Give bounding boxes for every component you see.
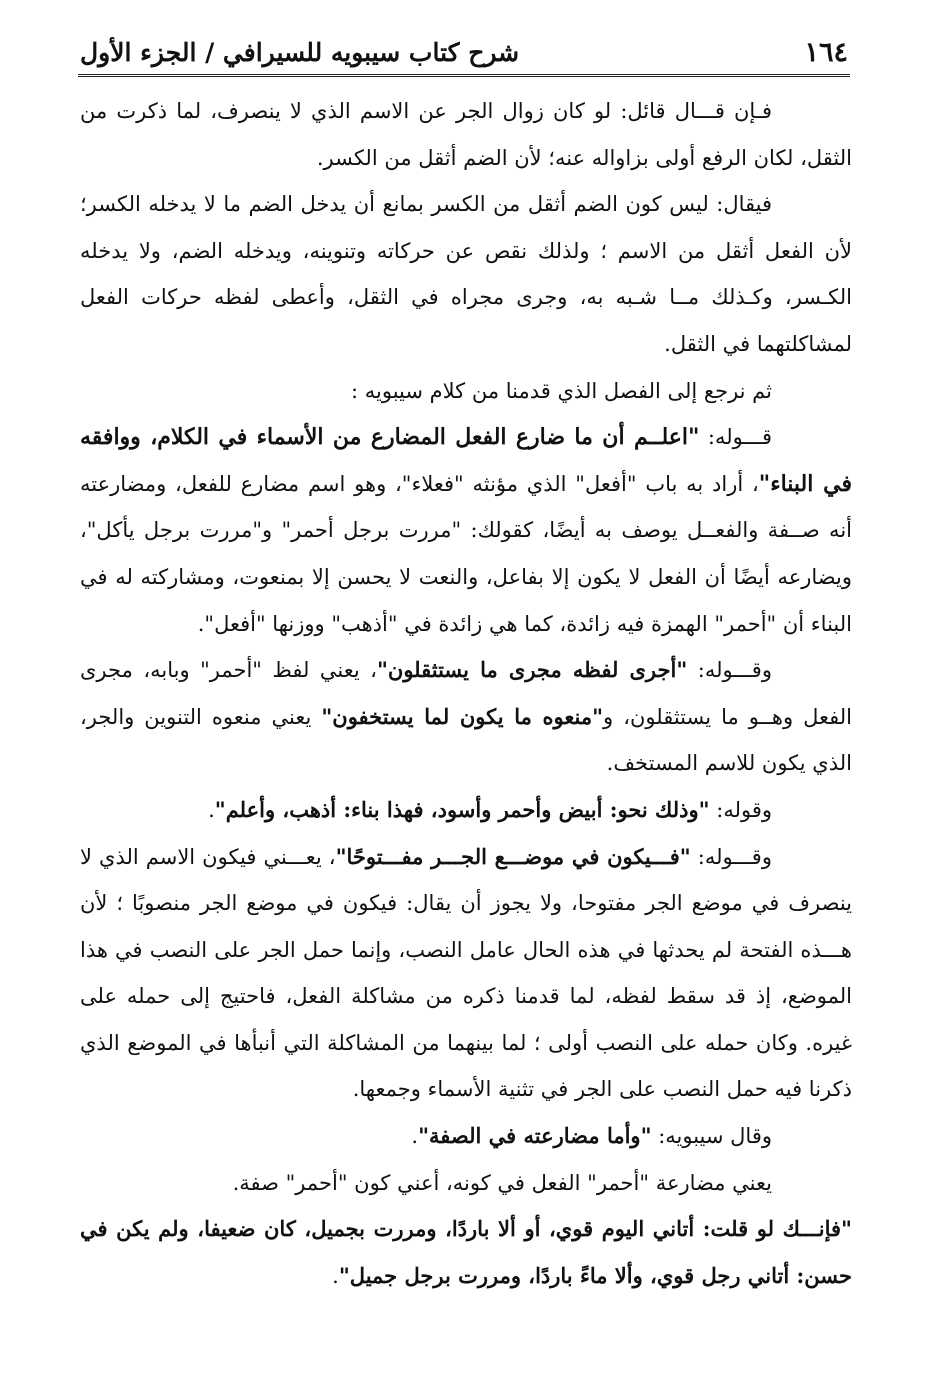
- sibawayh-quote: "وذلك نحو: أبيض وأحمر وأسود، فهذا بناء: أذهب، وأعلم": [214, 796, 710, 822]
- paragraph-quote-ajra: وقـــوله: "أجرى لفظه مجرى ما يستثقلون"، يعني لفظ "أحمر" وبابه، مجرى الفعل وهــو ما يستثقلون، و"منعوه ما يكون لما يستخفون" يعني منعوه التنوين والجر، الذي يكون للاسم المستخف.: [80, 657, 853, 776]
- page-header: [78, 30, 850, 77]
- paragraph-quote-dhalik: وقوله: "وذلك نحو: أبيض وأحمر وأسود، فهذا بناء: أذهب، وأعلم".: [208, 796, 772, 822]
- paragraph-objection: فـإن قـــال قائل: لو كان زوال الجر عن الاسم الذي لا ينصرف، لما ذكرت من الثقل، لكان الرفع أولى بزاواله عنه؛ لأن الضم أثقل من الكسر.: [80, 99, 852, 170]
- paragraph-return: ثم نرجع إلى الفصل الذي قدمنا من كلام سيبويه :: [351, 378, 772, 403]
- sibawayh-quote: "وأما مضارعته في الصفة": [418, 1123, 652, 1149]
- page-body: [80, 88, 852, 1288]
- paragraph-quote-fayakun: وقـــوله: "فـــيكون في موضـــع الجـــر مفـــتوحًا"، يعـــني فيكون الاسم الذي لا ينصرف في موضع الجر مفتوحا، ولا يجوز أن يقال: فيكون في موضع الجر منصوبًا ؛ لأن هـــذه الفتحة لم يحدثها في هذه الحال عامل النصب، وإنما حمل الجر على النصب في هذا الموضع، إذ قد سقط لفظه، لما قدمنا ذكره من مشاكلة الفعل، فاحتيج إلى حمله على غيره. وكان حمله على النصب أولى ؛ لما بينهما من المشاكلة التي أنبأها في الموضع الذي ذكرنا فيه حمل النصب على الجر في تثنية الأسماء وجمعها.: [80, 843, 852, 1102]
- sibawayh-quote: "منعوه ما يكون لما يستخفون": [321, 703, 604, 729]
- sibawayh-quote: "أجرى لفظه مجرى ما يستثقلون": [376, 657, 688, 683]
- paragraph-quote-final: "فإنـــك لو قلت: أتاني اليوم قوي، أو ألا باردًا، ومررت بجميل، كان ضعيفا، ولم يكن في حسن: أتاني رجل قوي، وألا ماءً باردًا، ومررت برجل جميل".: [80, 1216, 852, 1288]
- paragraph-explanation: يعني مضارعة "أحمر" الفعل في كونه، أعني كون "أحمر" صفة.: [232, 1170, 772, 1195]
- sibawayh-quote: "فـــيكون في موضـــع الجـــر مفـــتوحًا": [335, 843, 691, 869]
- sibawayh-quote: "اعلــم أن ما ضارع الفعل المضارع من الأسماء في الكلام، ووافقه في البناء": [80, 424, 852, 497]
- page-number: ١٦٤: [804, 36, 848, 68]
- sibawayh-quote: "فإنـــك لو قلت: أتاني اليوم قوي، أو ألا باردًا، ومررت بجميل، كان ضعيفا، ولم يكن في حسن: أتاني رجل قوي، وألا ماءً باردًا، ومررت برجل جميل": [80, 1216, 852, 1288]
- paragraph-quote-sifa: وقال سيبويه: "وأما مضارعته في الصفة".: [411, 1123, 772, 1149]
- paragraph-quote-alam: قـــوله: "اعلــم أن ما ضارع الفعل المضارع من الأسماء في الكلام، ووافقه في البناء"، أراد به باب "أفعل" الذي مؤنثه "فعلاء"، وهو اسم مضارع للفعل، ومضارعته أنه صــفة والفعــل يوصف به أيضًا، كقولك: "مررت برجل أحمر" و"مررت برجل يأكل"، ويضارعه أيضًا أن الفعل لا يكون إلا بفاعل، والنعت لا يحسن إلا بمنعوت، ومشاركته له في البناء أن "أحمر" الهمزة فيه زائدة، كما هي زائدة في "أذهب" ووزنها "أفعل".: [80, 424, 852, 636]
- paragraph-answer: فيقال: ليس كون الضم أثقل من الكسر بمانع أن يدخل الضم ما لا يدخله الكسر؛ لأن الفعل أثقل من الاسم ؛ ولذلك نقص عن حركاته وتنوينه، ويدخله الضم، ولا يدخله الكـسر، وكـذلك مــا شـبه به، وجرى مجراه في الثقل، وأعطى لفظه حركات الفعل لمشاكلتهما في الثقل.: [80, 192, 852, 356]
- running-title: شرح كتاب سيبويه للسيرافي / الجزء الأول: [80, 37, 520, 67]
